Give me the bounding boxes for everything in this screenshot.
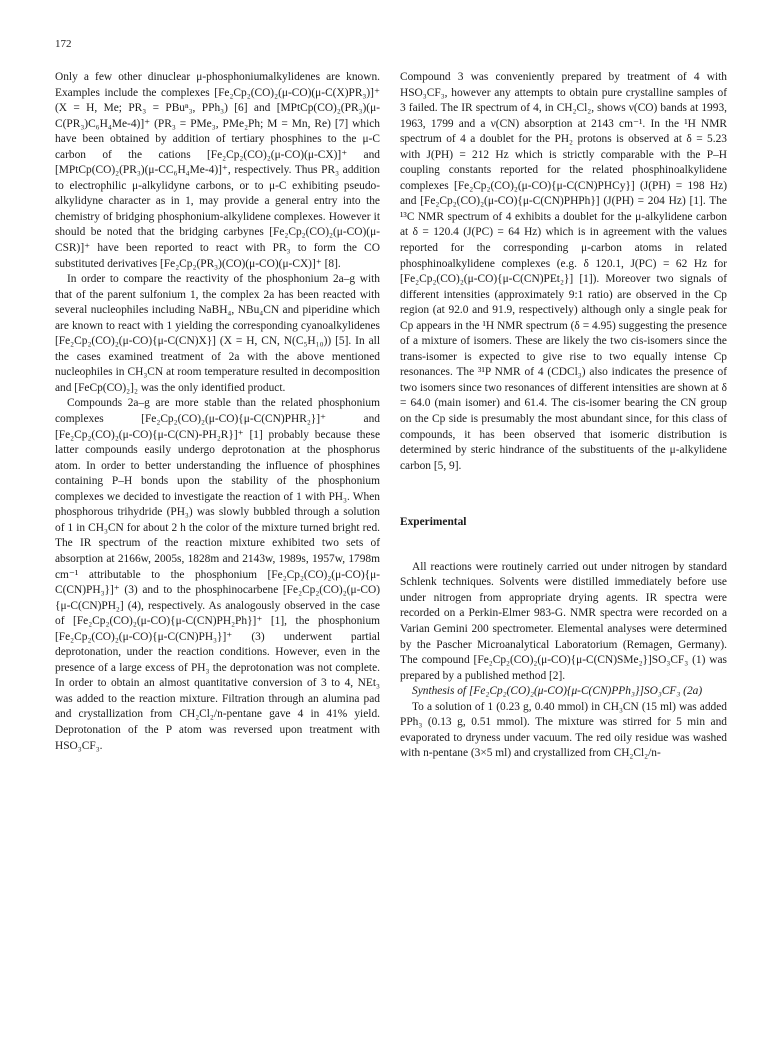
body-paragraph: To a solution of 1 (0.23 g, 0.40 mmol) in CH₃CN (15 ml) was added PPh₃ (0.13 g, 0.51 mmol). The mixture was stirred for 5 min and evaporated to dryness under vacuum. The red oily residue was washed with n-pentane (3×5 ml) and crystallized from CH₂Cl₂/n-	[400, 700, 727, 760]
body-paragraph: In order to compare the reactivity of the phosphonium 2a–g with that of the parent sulfonium 1, the complex 2a has been reacted with several nucleophiles including NaBH₄, NBu₄CN and piperidine which are known to react with 1 yielding the corresponding cyanoalkylidenes [Fe₂Cp₂(CO)₂(μ-CO){μ-C(CN)X}] (X = H, CN, N(C₅H₁₀)) [5]. In all the cases examined treatment of 2a with the above mentioned nucleophiles in CH₃CN at room temperature resulted in decomposition and [FeCp(CO)₂]₂ was the only identified product.	[55, 273, 380, 394]
body-paragraph: All reactions were routinely carried out under nitrogen by standard Schlenk techniques. Solvents were distilled immediately before use under nitrogen from appropriate drying agents. IR spectra were recorded on a Perkin-Elmer 983-G. NMR spectra were recorded on a Varian Gemini 200 spectrometer. Elemental analyses were determined by the Pascher Microanalytical Laboratorium (Remagen, Germany). The compound [Fe₂Cp₂(CO)₂(μ-CO){μ-C(CN)SMe₂}]SO₃CF₃ (1) was prepared by a published method [2].	[400, 560, 727, 682]
left-column	[55, 70, 380, 754]
section-heading-experimental: Experimental	[400, 516, 467, 529]
subsection-heading-synthesis: Synthesis of [Fe₂Cp₂(CO)₂(μ-CO){μ-C(CN)PPh₃}]SO₃CF₃ (2a)	[412, 685, 703, 698]
page-number: 172	[55, 38, 72, 50]
right-column	[400, 70, 727, 762]
body-paragraph: Compounds 2a–g are more stable than the related phosphonium complexes [Fe₂Cp₂(CO)₂(μ-CO){μ-C(CN)PHR₂}]⁺ and [Fe₂Cp₂(CO)₂(μ-CO){μ-C(CN)-PH₂R}]⁺ [1] probably because these latter compounds easily undergo deprotonation at the phosphorus atom. In order to better understanding the influence of phosphines containing P–H bonds upon the stability of the phosphonium complexes we decided to investigate the reaction of 1 with PH₃. When phosphorous trihydride (PH₃) was slowly bubbled through a solution of 1 in CH₃CN for about 2 h the color of the mixture turned bright red. The IR spectrum of the reaction mixture exhibited two sets of absorption at 2166w, 2005s, 1828m and 2143w, 1989s, 1957w, 1798m cm⁻¹ attributable to the phosphonium [Fe₂Cp₂(CO)₂(μ-CO){μ-C(CN)PH₃}]⁺ (3) and to the phosphinocarbene [Fe₂Cp₂(CO)₂(μ-CO){μ-C(CN)PH₂] (4), respectively. As analogously observed in the case of [Fe₂Cp₂(CO)₂(μ-CO){μ-C(CN)PH₂Ph}]⁺ [1], the phosphonium [Fe₂Cp₂(CO)₂(μ-CO){μ-C(CN)PH₃}]⁺ (3) underwent partial deprotonation, under the reaction conditions. However, even in the presence of a large excess of PH₃ the deprotonation was not complete. In order to obtain an almost quantitative conversion of 3 to 4, NEt₃ was added to the reaction mixture. Filtration through an alumina pad and crystallization from CH₂Cl₂/n-pentane gave 4 in 41% yield. Deprotonation of the P atom was reversed upon treatment with HSO₃CF₃.	[55, 397, 380, 752]
body-paragraph: Only a few other dinuclear μ-phosphoniumalkylidenes are known. Examples include the complexes [Fe₂Cp₂(CO)₂(μ-CO)(μ-C(X)PR₃)]⁺ (X = H, Me; PR₃ = PBuⁿ₃, PPh₃) [6] and [MPtCp(CO)₂(PR₃)(μ-C(PR₃)C₆H₄Me-4)]⁺ (PR₃ = PMe₃, PMe₂Ph; M = Mn, Re) [7] which have been obtained by addition of tertiary phosphines to the μ-C carbon of the cations [Fe₂Cp₂(CO)₂(μ-CO)(μ-CX)]⁺ and [MPtCp(CO)₂(PR₃)(μ-CC₆H₄Me-4)]⁺, respectively. Thus PR₃ addition to electrophilic μ-alkylidyne carbons, or to μ-C exhibiting pseudo-alkylidyne character as in 1, may provide a general entry into the chemistry of bridging phosphonium-alkylidene complexes. However it should be noted that the bridging carbynes [Fe₂Cp₂(CO)₂(μ-CO)(μ-CSR)]⁺ have been reported to react with PR₃ to form the CO substituted derivatives [Fe₂Cp₂(PR₃)(CO)(μ-CO)(μ-CX)]⁺ [8].	[55, 71, 380, 270]
body-paragraph: Compound 3 was conveniently prepared by treatment of 4 with HSO₃CF₃, however any attempts to obtain pure crystalline samples of 3 failed. The IR spectrum of 4, in CH₂Cl₂, shows ν(CO) bands at 1993, 1963, 1799 and a ν(CN) absorption at 2143 cm⁻¹. In the ¹H NMR spectrum of 4 a doublet for the PH₂ protons is observed at δ = 5.23 with J(PH) = 212 Hz which is strictly comparable with the P–H coupling constants reported for the related phosphinoalkylidene complexes [Fe₂Cp₂(CO)₂(μ-CO){μ-C(CN)PHCy}] (J(PH) = 198 Hz) and [Fe₂Cp₂(CO)₂(μ-CO){μ-C(CN)PHPh}] (J(PH) = 204 Hz) [1]. The ¹³C NMR spectrum of 4 exhibits a doublet for the μ-alkylidene carbon at δ = 120.4 (J(PC) = 64 Hz) which is in agreement with the values reported for the corresponding μ-carbon atoms in related phosphinoalkylidene complexes (e.g. δ 120.1, J(PC) = 62 Hz for [Fe₂Cp₂(CO)₂(μ-CO){μ-C(CN)PEt₂}] [1]). Moreover two signals of different intensities (approximately 9:1 ratio) are observed in the Cp region (at 92.0 and 91.9, respectively) although only a single peak for Cp appears in the ¹H NMR spectrum (δ = 4.95) suggesting the presence of a mixture of isomers. These are likely the two cis-isomers since the trans-isomer is expected to give rise to two equally intense Cp resonances. The ³¹P NMR of 4 (CDCl₃) also indicates the presence of two isomers since two resonances of different intensities are shown at δ = 64.0 (main isomer) and 61.4. The cis-isomer bearing the CN group on the Cp side is presumably the most abundant since, for this class of compounds, it has been observed that isomeric distribution is determined by steric hindrance of the substituents of the μ-alkylidene carbon [5, 9].	[400, 71, 727, 472]
